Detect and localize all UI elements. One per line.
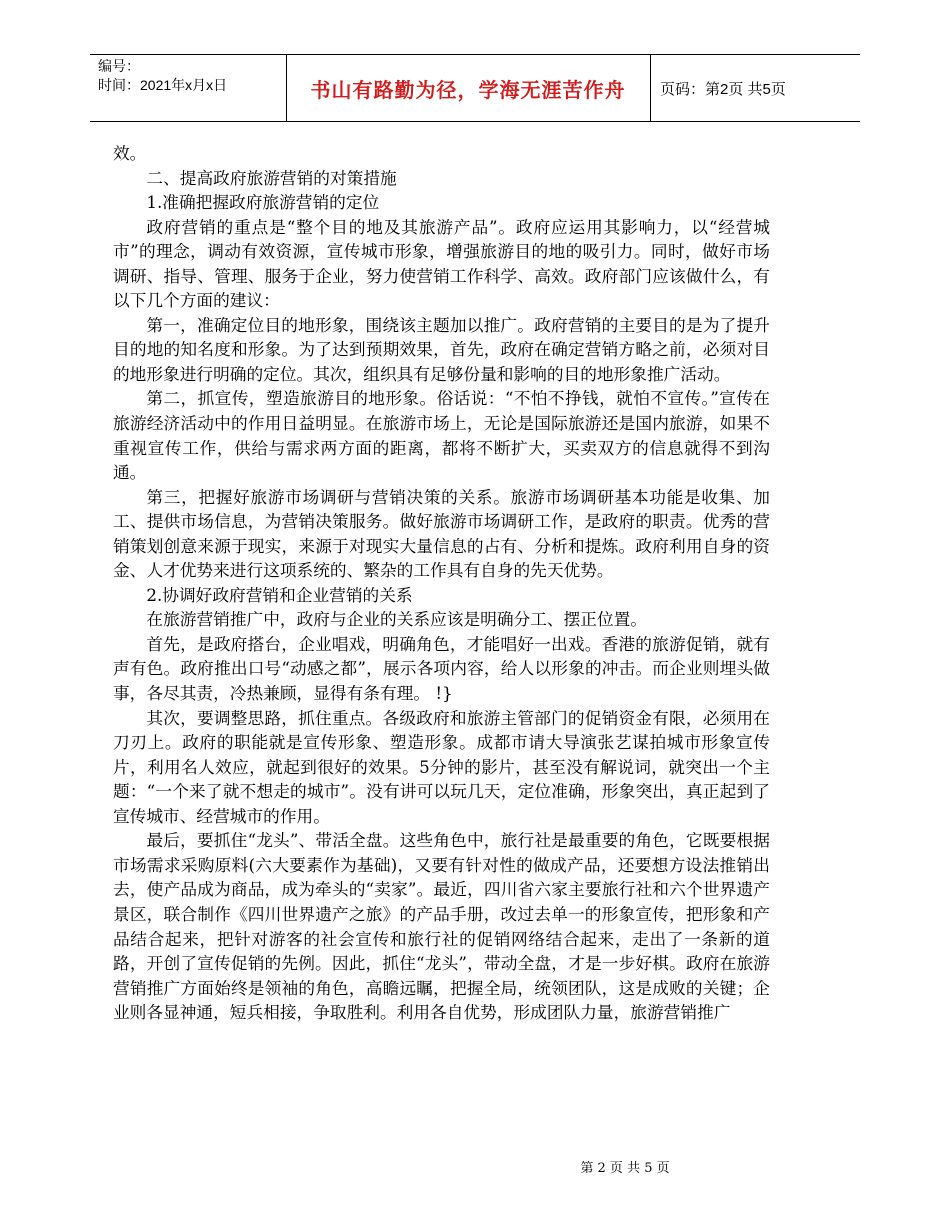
body-paragraph: 其次，要调整思路，抓住重点。各级政府和旅游主管部门的促销资金有限，必须用在刀刃上。政府的职能就是宣传形象、塑造形象。成都市请大导演张艺谋拍城市形象宣传片，利用名人效应，就起到很好的效果。5分钟的影片，甚至没有解说词，就突出一个主题：“一个来了就不想走的城市”。没有讲可以玩几天，定位准确，形象突出，真正起到了宣传城市、经营城市的作用。 — [113, 707, 770, 826]
body-paragraph: 首先，是政府搭台，企业唱戏，明确角色，才能唱好一出戏。香港的旅游促销，就有声有色。政府推出口号“动感之都”，展示各项内容，给人以形象的冲击。而企业则埋头做事，各尽其责，冷热兼顾，显得有条有理。 !} — [113, 633, 770, 704]
body-paragraph: 第三，把握好旅游市场调研与营销决策的关系。旅游市场调研基本功能是收集、加工、提供市场信息，为营销决策服务。做好旅游市场调研工作，是政府的职责。优秀的营销策划创意来源于现实，来源于对现实大量信息的占有、分析和提炼。政府利用自身的资金、人才优势来进行这项系统的、繁杂的工作具有自身的先天优势。 — [113, 486, 770, 581]
body-paragraph: 2.协调好政府营销和企业营销的关系 — [146, 584, 413, 605]
header-page-info — [660, 55, 860, 121]
document-number-label: 编号： — [98, 58, 140, 74]
body-paragraph: 1.准确把握政府旅游营销的定位 — [146, 192, 380, 213]
body-paragraph: 二、提高政府旅游营销的对策措施 — [146, 167, 397, 188]
page-info-text: 页码：第2页 共5页 — [660, 80, 786, 98]
document-body — [113, 141, 770, 1025]
page-header — [90, 54, 860, 122]
header-motto: 书山有路勤为径，学海无涯苦作舟 — [310, 77, 626, 102]
document-time-label: 时间：2021年x月x日 — [98, 77, 228, 93]
body-paragraph: 政府营销的重点是“整个目的地及其旅游产品”。政府应运用其影响力，以“经营城市”的理念，调动有效资源，宣传城市形象，增强旅游目的地的吸引力。同时，做好市场调研、指导、管理、服务于企业，努力使营销工作科学、高效。政府部门应该做什么，有以下几个方面的建议： — [113, 216, 770, 311]
header-meta — [98, 57, 288, 119]
body-paragraph: 最后，要抓住“龙头”、带活全盘。这些角色中，旅行社是最重要的角色，它既要根据市场需求采购原料(六大要素作为基础)，又要有针对性的做成产品，还要想方设法推销出去，使产品成为商品，成为牵头的“卖家”。最近，四川省六家主要旅行社和六个世界遗产景区，联合制作《四川世界遗产之旅》的产品手册，改过去单一的形象宣传，把形象和产品结合起来，把针对游客的社会宣传和旅行社的促销网络结合起来，走出了一条新的道路，开创了宣传促销的先例。因此，抓住“龙头”，带动全盘，才是一步好棋。政府在旅游营销推广方面始终是领袖的角色，高瞻远瞩，把握全局，统领团队，这是成败的关键；企业则各显神通，短兵相接，争取胜利。利用各自优势，形成团队力量，旅游营销推广 — [113, 830, 770, 1023]
page-footer — [0, 1157, 950, 1176]
body-paragraph: 在旅游营销推广中，政府与企业的关系应该是明确分工、摆正位置。 — [146, 609, 648, 630]
footer-page-number: 第 2 页 共 5 页 — [580, 1161, 670, 1176]
header-divider — [650, 55, 651, 121]
body-paragraph: 效。 — [113, 143, 147, 163]
body-paragraph: 第二，抓宣传，塑造旅游目的地形象。俗话说：“不怕不挣钱，就怕不宣传。”宣传在旅游经济活动中的作用日益明显。在旅游市场上，无论是国际旅游还是国内旅游，如果不重视宣传工作，供给与需求两方面的距离，都将不断扩大，买卖双方的信息就得不到沟通。 — [113, 388, 770, 483]
body-paragraph: 第一，准确定位目的地形象，围绕该主题加以推广。政府营销的主要目的是为了提升目的地的知名度和形象。为了达到预期效果，首先，政府在确定营销方略之前，必须对目的地形象进行明确的定位。其次，组织具有足够份量和影响的目的地形象推广活动。 — [113, 314, 770, 384]
